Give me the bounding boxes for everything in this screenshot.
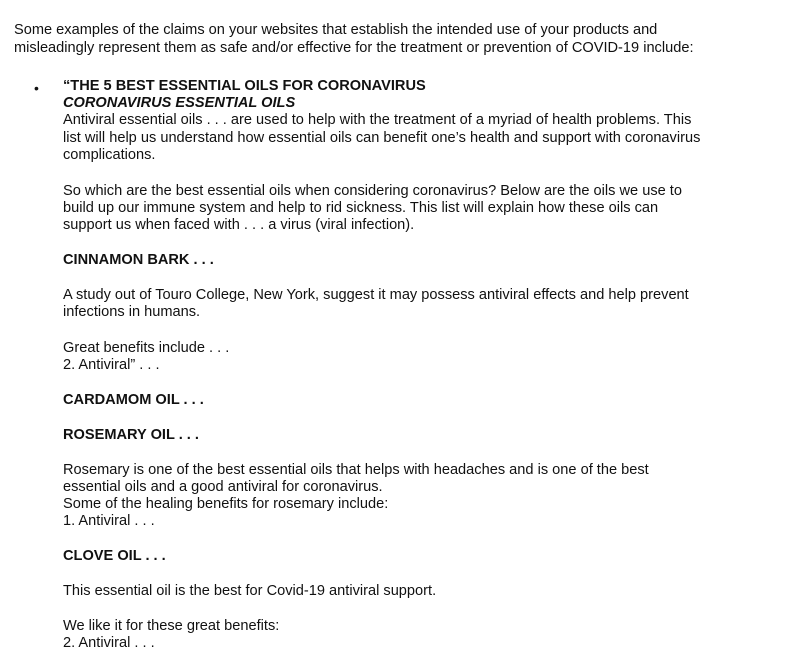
clove-benefits-line-2: 2. Antiviral . . . bbox=[63, 635, 155, 651]
para2-line-2: build up our immune system and help to rid sickness. This list will explain how these oils can bbox=[63, 200, 659, 216]
quote-subtitle: CORONAVIRUS ESSENTIAL OILS bbox=[63, 95, 296, 111]
clove-benefits-line-1: We like it for these great benefits: bbox=[63, 618, 280, 634]
intro-line-2: misleadingly represent them as safe and/or effective for the treatment or prevention of COVID-19 include: bbox=[14, 40, 694, 56]
benefits-line-2: 2. Antiviral” . . . bbox=[63, 357, 160, 373]
cinnamon-heading: CINNAMON BARK . . . bbox=[63, 252, 214, 268]
cardamom-heading: CARDAMOM OIL . . . bbox=[63, 392, 204, 408]
para1-line-3: complications. bbox=[63, 147, 156, 163]
para2-line-3: support us when faced with . . . a virus (viral infection). bbox=[63, 217, 415, 233]
clove-text: This essential oil is the best for Covid-19 antiviral support. bbox=[63, 583, 437, 599]
para2-line-1: So which are the best essential oils when considering coronavirus? Below are the oils we use to bbox=[63, 183, 682, 199]
para1-line-1: Antiviral essential oils . . . are used to help with the treatment of a myriad of health problems. This bbox=[63, 112, 692, 128]
benefits-line-1: Great benefits include . . . bbox=[63, 340, 230, 356]
rosemary-line-3: Some of the healing benefits for rosemary include: bbox=[63, 496, 389, 512]
para1-line-2: list will help us understand how essential oils can benefit one’s health and support with coronavirus bbox=[63, 130, 701, 146]
cinnamon-line-1: A study out of Touro College, New York, suggest it may possess antiviral effects and help prevent bbox=[63, 287, 689, 303]
rosemary-line-4: 1. Antiviral . . . bbox=[63, 513, 155, 529]
rosemary-line-1: Rosemary is one of the best essential oils that helps with headaches and is one of the best bbox=[63, 462, 649, 478]
cinnamon-line-2: infections in humans. bbox=[63, 304, 201, 320]
quote-title: “THE 5 BEST ESSENTIAL OILS FOR CORONAVIRUS bbox=[63, 78, 426, 94]
bullet-point: • bbox=[34, 80, 39, 96]
clove-heading: CLOVE OIL . . . bbox=[63, 548, 166, 564]
rosemary-heading: ROSEMARY OIL . . . bbox=[63, 427, 199, 443]
rosemary-line-2: essential oils and a good antiviral for coronavirus. bbox=[63, 479, 383, 495]
intro-line-1: Some examples of the claims on your websites that establish the intended use of your products and bbox=[14, 22, 658, 38]
